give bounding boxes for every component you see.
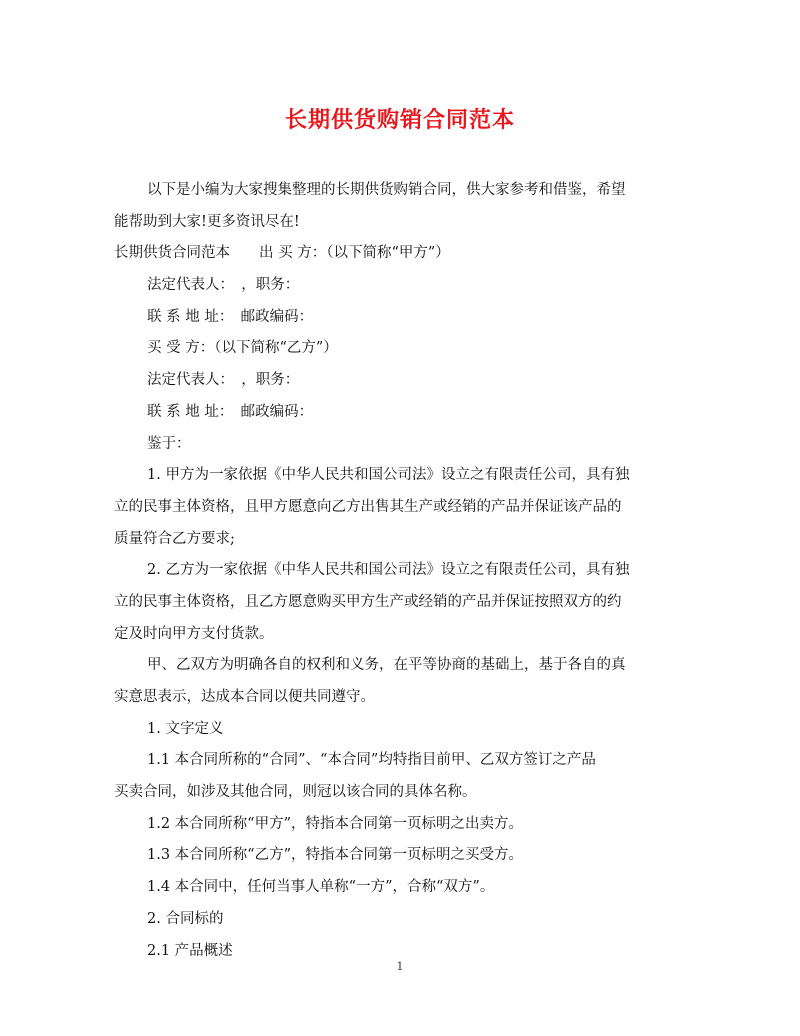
document-line: 联 系 地 址： 邮政编码： (147, 308, 314, 325)
document-line: 2.1 产品概述 (147, 942, 233, 959)
document-line: 买 受 方：（以下简称“乙方”） (147, 340, 338, 357)
document-line: 1.3 本合同所称“乙方”，特指本合同第一页标明之买受方。 (147, 847, 523, 864)
document-line: 1. 甲方为一家依据《中华人民共和国公司法》设立之有限责任公司，具有独 (147, 467, 630, 484)
document-line: 能帮助到大家!更多资讯尽在! (114, 213, 300, 230)
document-line: 2. 乙方为一家依据《中华人民共和国公司法》设立之有限责任公司，具有独 (147, 562, 630, 579)
document-line: 法定代表人： ，职务： (147, 277, 300, 294)
document-line: 实意思表示，达成本合同以便共同遵守。 (114, 689, 375, 705)
page-number: 1 (396, 960, 404, 973)
document-line: 质量符合乙方要求; (114, 530, 235, 547)
document-line: 长期供货合同范本 出 买 方：（以下简称“甲方”） (114, 245, 450, 262)
document-line: 立的民事主体资格，且乙方愿意购买甲方生产或经销的产品并保证按照双方的约 (114, 593, 622, 610)
document-line: 1.4 本合同中，任何当事人单称“一方”，合称“双方”。 (147, 879, 495, 896)
document-line: 买卖合同，如涉及其他合同，则冠以该合同的具体名称。 (114, 784, 477, 801)
document-line: 甲、乙双方为明确各自的权利和义务，在平等协商的基础上，基于各自的真 (147, 657, 626, 674)
document-line: 法定代表人： ，职务： (147, 372, 300, 389)
document-line: 1.1 本合同所称的“合同”、“本合同”均特指目前甲、乙双方签订之产品 (147, 752, 596, 769)
document-line: 鉴于： (147, 435, 191, 452)
document-line: 以下是小编为大家搜集整理的长期供货购销合同，供大家参考和借鉴，希望 (147, 182, 626, 198)
document-line: 2. 合同标的 (147, 910, 224, 927)
document-line: 立的民事主体资格，且甲方愿意向乙方出售其生产或经销的产品并保证该产品的 (114, 498, 622, 515)
document-body (114, 175, 686, 967)
document-line: 定及时向甲方支付货款。 (114, 625, 274, 642)
document-line: 联 系 地 址： 邮政编码： (147, 403, 314, 420)
document-title: 长期供货购销合同范本 (284, 107, 515, 133)
document-line: 1.2 本合同所称“甲方”，特指本合同第一页标明之出卖方。 (147, 815, 523, 832)
document-line: 1. 文字定义 (147, 720, 224, 737)
